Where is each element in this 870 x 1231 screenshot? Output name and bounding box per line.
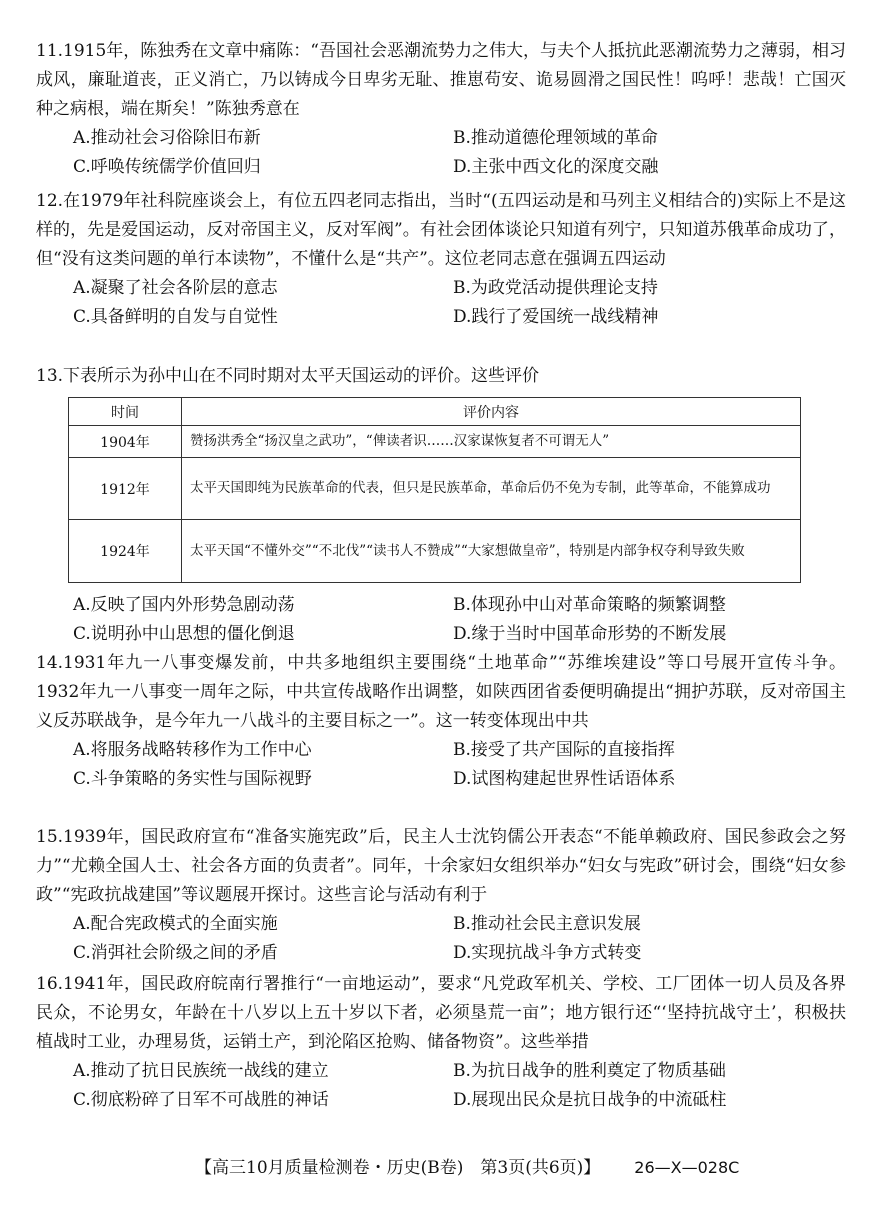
option-a: A.凝聚了社会各阶层的意志 <box>73 278 278 298</box>
question-stem: 14.1931年九一八事变爆发前，中共多地组织主要围绕“土地革命”“苏维埃建设”等口号展开宣传斗争。1932年九一八事变一周年之际，中共宣传战略作出调整，如陕西团省委便明确提出“拥护苏联，反对帝国主义反苏联战争，是今年九一八战斗的主要目标之一”。这一转变体现出中共 <box>36 653 846 731</box>
table-row <box>69 520 801 583</box>
option-list <box>73 910 846 968</box>
question-16 <box>36 970 846 1115</box>
table-header-row <box>69 398 801 426</box>
page-footer <box>195 1153 739 1178</box>
option-c: C.消弭社会阶级之间的矛盾 <box>73 943 278 963</box>
table-row <box>69 426 801 458</box>
option-b: B.体现孙中山对革命策略的频繁调整 <box>453 595 726 615</box>
option-a: A.配合宪政模式的全面实施 <box>73 914 278 934</box>
option-b: B.推动道德伦理领域的革命 <box>453 128 658 148</box>
question-stem: 15.1939年，国民政府宣布“准备实施宪政”后，民主人士沈钧儒公开表态“不能单赖政府、国民参政会之努力”“尤赖全国人士、社会各方面的负责者”。同年，十余家妇女组织举办“妇女与宪政”研讨会，围绕“妇女参政”“宪政抗战建国”等议题展开探讨。这些言论与活动有利于 <box>36 827 846 905</box>
option-list <box>73 591 846 649</box>
option-b: B.为抗日战争的胜利奠定了物质基础 <box>453 1061 726 1081</box>
option-list <box>73 124 846 182</box>
question-12 <box>36 187 846 332</box>
question-11 <box>36 37 846 182</box>
table-row <box>69 458 801 520</box>
table-header-time: 时间 <box>69 398 182 426</box>
option-c: C.呼唤传统儒学价值回归 <box>73 157 261 177</box>
option-c: C.具备鲜明的自发与自觉性 <box>73 307 278 327</box>
option-a: A.反映了国内外形势急剧动荡 <box>73 595 295 615</box>
option-list <box>73 274 846 332</box>
option-a: A.推动社会习俗除旧布新 <box>73 128 261 148</box>
footer-code: 26—X—028C <box>634 1158 740 1177</box>
option-a: A.将服务战略转移作为工作中心 <box>73 740 312 760</box>
question-stem: 13.下表所示为孙中山在不同时期对太平天国运动的评价。这些评价 <box>36 366 540 386</box>
option-d: D.展现出民众是抗日战争的中流砥柱 <box>453 1090 727 1110</box>
option-d: D.试图构建起世界性话语体系 <box>453 769 676 789</box>
option-c: C.斗争策略的务实性与国际视野 <box>73 769 312 789</box>
option-b: B.推动社会民主意识发展 <box>453 914 641 934</box>
table-cell-year: 1912年 <box>69 458 182 520</box>
option-d: D.实现抗战斗争方式转变 <box>453 943 642 963</box>
table-header-content: 评价内容 <box>182 398 801 426</box>
table-cell-year: 1924年 <box>69 520 182 583</box>
table-cell-content: 太平天国即纯为民族革命的代表，但只是民族革命，革命后仍不免为专制，此等革命，不能算成功 <box>182 458 801 520</box>
question-stem: 16.1941年，国民政府皖南行署推行“一亩地运动”，要求“凡党政军机关、学校、工厂团体一切人员及各界民众，不论男女，年龄在十八岁以上五十岁以下者，必须垦荒一亩”；地方银行还“‘坚持抗战守土’，积极扶植战时工业，办理易货，运销土产，到沦陷区抢购、储备物资”。这些举措 <box>36 974 846 1052</box>
option-b: B.为政党活动提供理论支持 <box>453 278 658 298</box>
question-stem: 11.1915年，陈独秀在文章中痛陈：“吾国社会恶潮流势力之伟大，与夫个人抵抗此恶潮流势力之薄弱，相习成风，廉耻道丧，正义消亡，乃以铸成今日卑劣无耻、推崽苟安、诡易圆滑之国民性！呜呼！悲哉！亡国灭种之病根，端在斯矣！”陈独秀意在 <box>36 41 846 119</box>
option-a: A.推动了抗日民族统一战线的建立 <box>73 1061 329 1081</box>
question-15 <box>36 823 846 968</box>
option-d: D.践行了爱国统一战线精神 <box>453 307 659 327</box>
option-c: C.说明孙中山思想的僵化倒退 <box>73 624 295 644</box>
option-list <box>73 736 846 794</box>
evaluation-table <box>68 397 801 583</box>
option-c: C.彻底粉碎了日军不可战胜的神话 <box>73 1090 329 1110</box>
question-13-options <box>36 591 846 649</box>
table-cell-content: 赞扬洪秀全“扬汉皇之武功”，“俾读者识……汉家谋恢复者不可谓无人” <box>182 426 801 458</box>
option-b: B.接受了共产国际的直接指挥 <box>453 740 675 760</box>
table-cell-year: 1904年 <box>69 426 182 458</box>
option-d: D.缘于当时中国革命形势的不断发展 <box>453 624 727 644</box>
option-list <box>73 1057 846 1115</box>
option-d: D.主张中西文化的深度交融 <box>453 157 659 177</box>
footer-label: 【高三10月质量检测卷・历史(B卷) 第3页(共6页)】 <box>195 1158 601 1178</box>
question-stem: 12.在1979年社科院座谈会上，有位五四老同志指出，当时“(五四运动是和马列主义相结合的)实际上不是这样的，先是爱国运动，反对帝国主义，反对军阀”。有社会团体谈论只知道有列宁，只知道苏俄革命成功了，但“没有这类问题的单行本读物”，不懂什么是“共产”。这位老同志意在强调五四运动 <box>36 191 846 269</box>
table-cell-content: 太平天国“不懂外交”“不北伐”“读书人不赞成”“大家想做皇帝”，特别是内部争权夺利导致失败 <box>182 520 801 583</box>
question-13 <box>36 362 846 391</box>
question-14 <box>36 649 846 794</box>
